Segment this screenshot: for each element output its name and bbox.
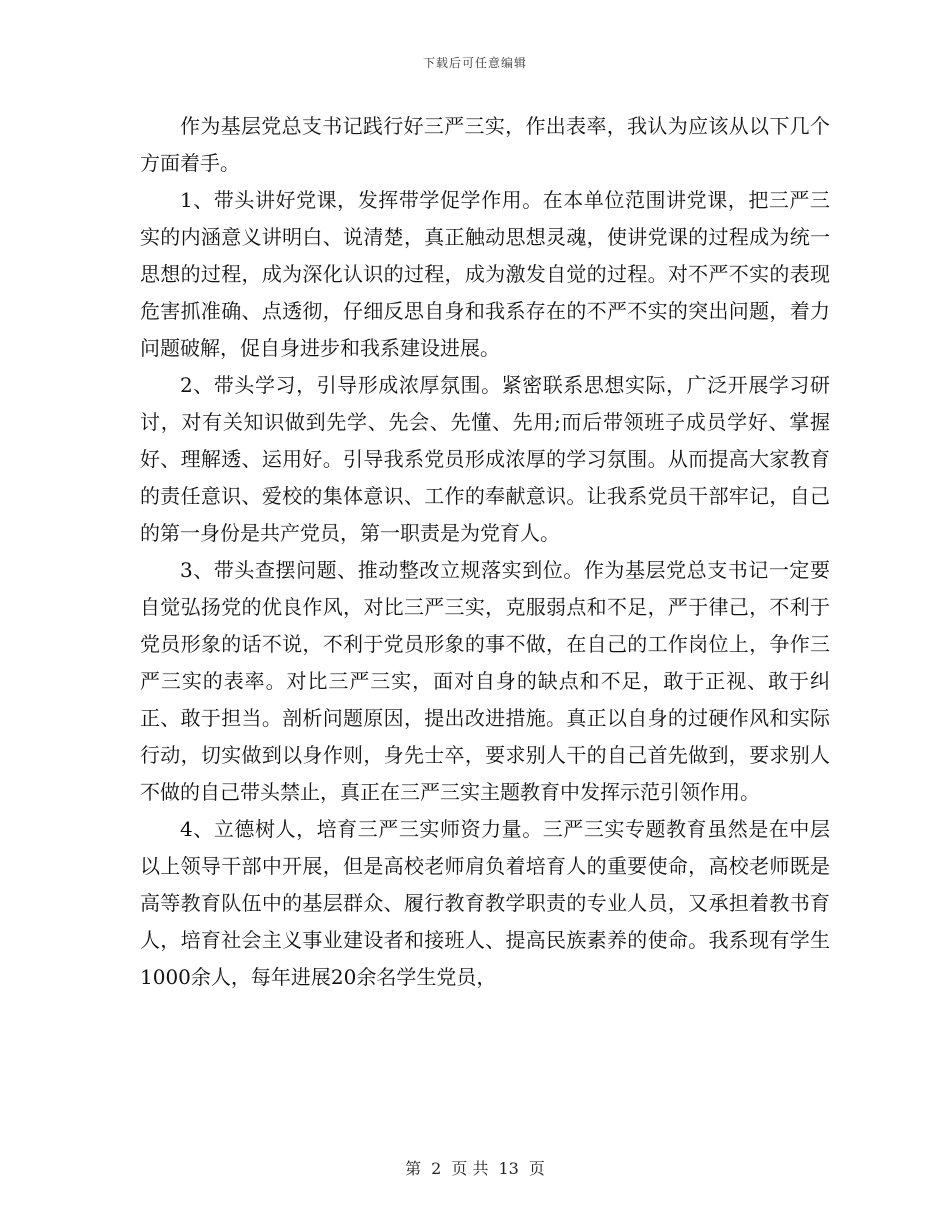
- paragraph-point-3: 3、带头查摆问题、推动整改立规落实到位。作为基层党总支书记一定要自觉弘扬党的优良作风，对比三严三实，克服弱点和不足，严于律己，不利于党员形象的话不说，不利于党员形象的事不做，在自己的工作岗位上，争作三严三实的表率。对比三严三实，面对自身的缺点和不足，敢于正视、敢于纠正、敢于担当。剖析问题原因，提出改进措施。真正以自身的过硬作风和实际行动，切实做到以身作则，身先士卒，要求别人干的自己首先做到，要求别人不做的自己带头禁止，真正在三严三实主题教育中发挥示范引领作用。: [140, 558, 830, 804]
- page-header: 下载后可任意编辑: [422, 56, 527, 70]
- page-footer: [0, 1156, 950, 1179]
- current-page-number: 2: [431, 1159, 442, 1178]
- footer-middle: 页 共: [451, 1159, 489, 1178]
- footer-suffix: 页: [528, 1159, 545, 1178]
- paragraph-point-4: 4、立德树人，培育三严三实师资力量。三严三实专题教育虽然是在中层以上领导干部中开展，但是高校老师肩负着培育人的重要使命，高校老师既是高等教育队伍中的基层群众、履行教育教学职责的专业人员，又承担着教书育人，培育社会主义事业建设者和接班人、提高民族素养的使命。我系现有学生1000余人，每年进展20余名学生党员，: [140, 817, 830, 989]
- paragraph-point-1: 1、带头讲好党课，发挥带学促学作用。在本单位范围讲党课，把三严三实的内涵意义讲明白、说清楚，真正触动思想灵魂，使讲党课的过程成为统一思想的过程，成为深化认识的过程，成为激发自觉的过程。对不严不实的表现危害抓准确、点透彻，仔细反思自身和我系存在的不严不实的突出问题，着力问题破解，促自身进步和我系建设进展。: [140, 188, 830, 360]
- footer-prefix: 第: [405, 1159, 422, 1178]
- document-body: [140, 108, 830, 996]
- total-page-count: 13: [498, 1159, 519, 1178]
- paragraph-intro: 作为基层党总支书记践行好三严三实，作出表率，我认为应该从以下几个方面着手。: [140, 114, 830, 175]
- paragraph-point-2: 2、带头学习，引导形成浓厚氛围。紧密联系思想实际，广泛开展学习研讨，对有关知识做到先学、先会、先懂、先用;而后带领班子成员学好、掌握好、理解透、运用好。引导我系党员形成浓厚的学习氛围。从而提高大家教育的责任意识、爱校的集体意识、工作的奉献意识。让我系党员干部牢记，自己的第一身份是共产党员，第一职责是为党育人。: [140, 373, 830, 545]
